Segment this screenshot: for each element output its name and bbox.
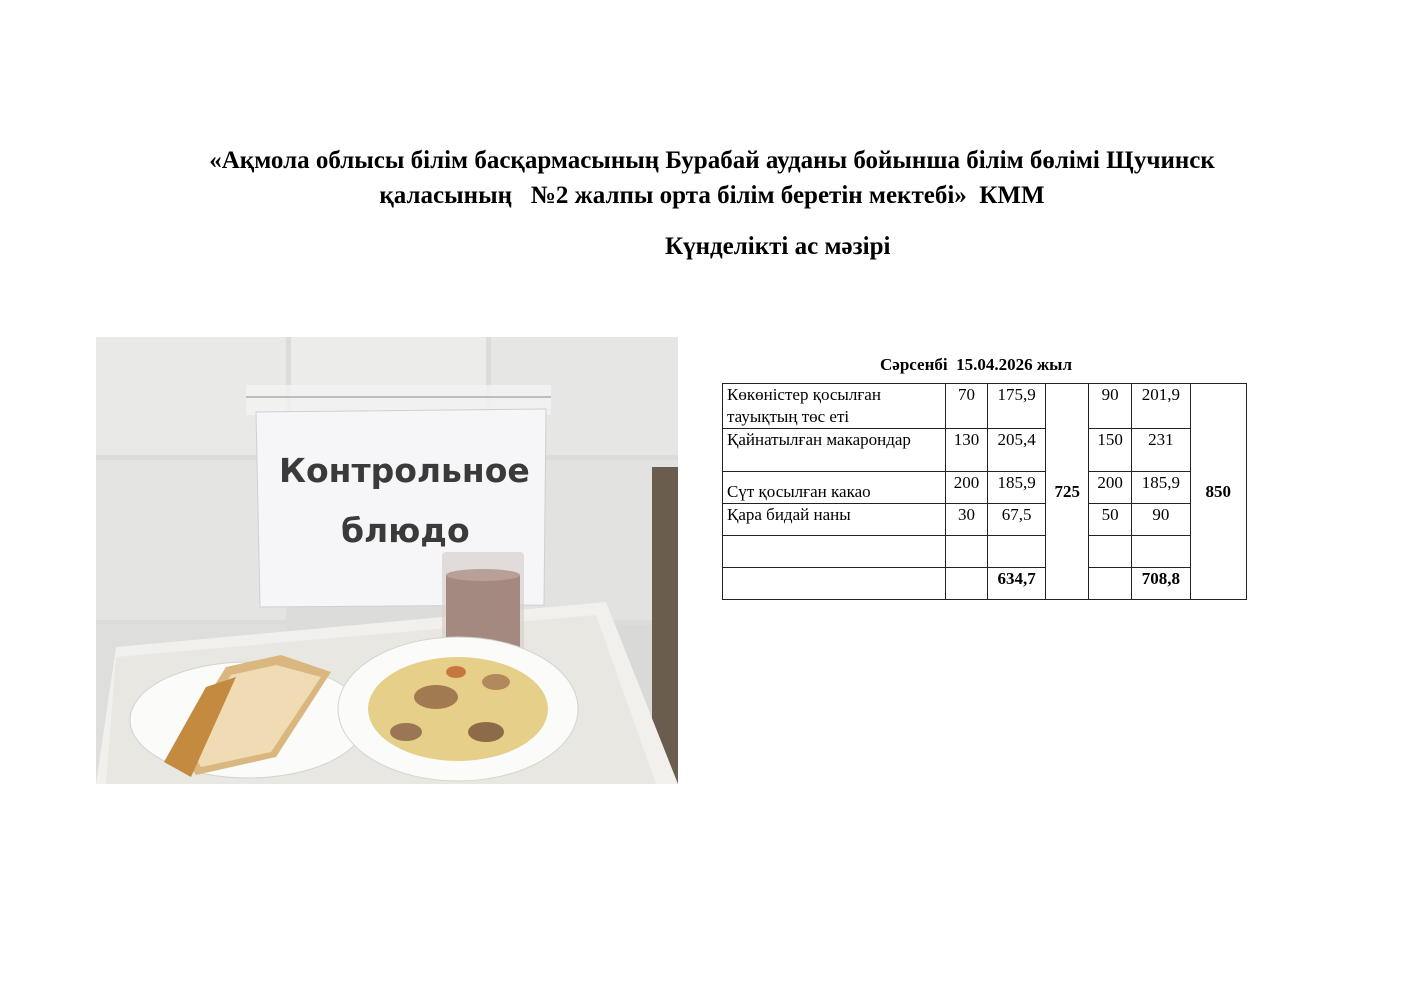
sign-text-line-1: Контрольное [279, 451, 530, 490]
sum-2: 708,8 [1132, 568, 1191, 600]
portion-2: 150 [1089, 429, 1132, 472]
empty-cell [723, 568, 946, 600]
empty-cell [987, 536, 1046, 568]
total-2: 850 [1190, 384, 1246, 600]
table-row [723, 504, 1247, 536]
menu-table [722, 383, 1247, 600]
menu-day-date: Сәрсенбі 15.04.2026 жыл [880, 355, 1072, 374]
kcal-1: 185,9 [987, 472, 1046, 504]
kcal-1: 67,5 [987, 504, 1046, 536]
kcal-1: 205,4 [987, 429, 1046, 472]
table-row [723, 384, 1247, 429]
kcal-2: 185,9 [1132, 472, 1191, 504]
dish-name: Қара бидай наны [723, 504, 946, 536]
empty-cell [1089, 536, 1132, 568]
empty-cell [1132, 536, 1191, 568]
title-line-1: «Ақмола облысы білім басқармасының Бурабай ауданы бойынша білім бөлімі Щучинск [209, 147, 1215, 174]
sum-1: 634,7 [987, 568, 1046, 600]
kcal-1: 175,9 [987, 384, 1046, 429]
table-row [723, 429, 1247, 472]
portion-1: 200 [946, 472, 988, 504]
kcal-2: 231 [1132, 429, 1191, 472]
empty-cell [1089, 568, 1132, 600]
portion-2: 90 [1089, 384, 1132, 429]
document-title [0, 143, 1424, 213]
portion-1: 130 [946, 429, 988, 472]
dish-name: Сүт қосылған какао [723, 472, 946, 504]
kcal-2: 201,9 [1132, 384, 1191, 429]
table-row [723, 472, 1247, 504]
empty-cell [723, 536, 946, 568]
empty-cell [946, 568, 988, 600]
portion-1: 30 [946, 504, 988, 536]
title-line-2: қаласының №2 жалпы орта білім беретін мектебі» КММ [379, 182, 1045, 209]
portion-2: 200 [1089, 472, 1132, 504]
portion-2: 50 [1089, 504, 1132, 536]
kcal-2: 90 [1132, 504, 1191, 536]
total-1: 725 [1046, 384, 1089, 600]
sign-text-line-2: блюдо [341, 511, 470, 550]
empty-cell [946, 536, 988, 568]
meal-photo [96, 337, 678, 784]
table-row [723, 568, 1247, 600]
dish-name: Көкөністер қосылған тауықтың төс еті [723, 384, 946, 429]
page-subtitle: Күнделікті ас мәзірі [665, 233, 891, 260]
table-row [723, 536, 1247, 568]
dish-name: Қайнатылған макарондар [723, 429, 946, 472]
portion-1: 70 [946, 384, 988, 429]
